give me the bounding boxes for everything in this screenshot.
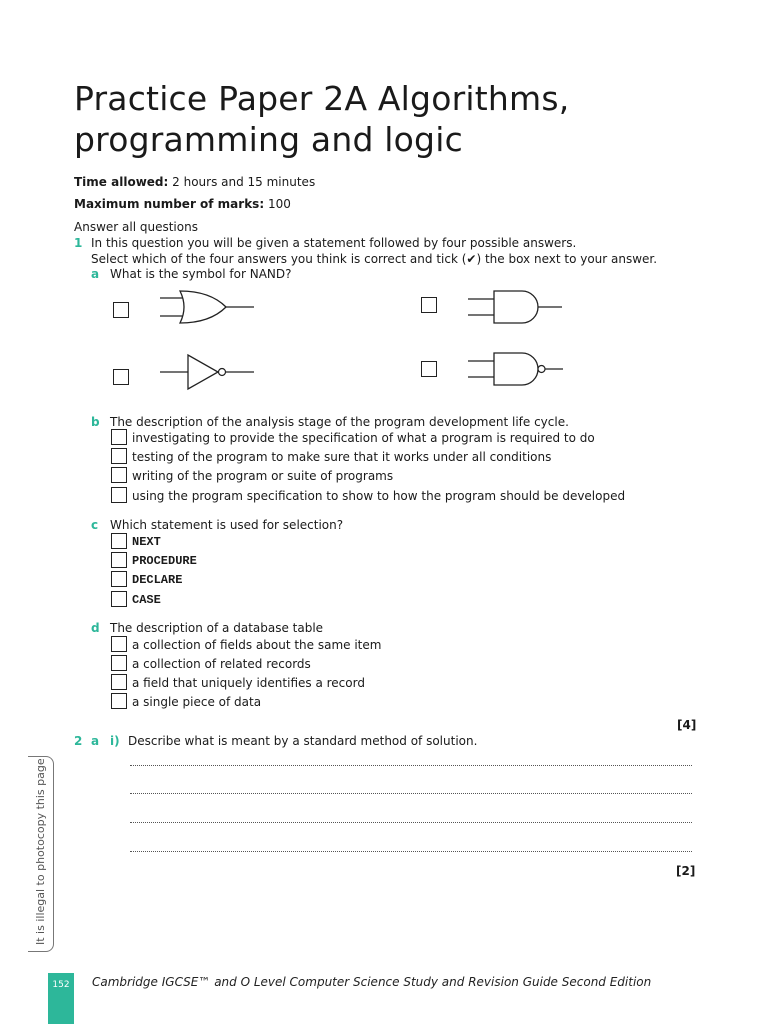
q1a-option-2-checkbox[interactable] bbox=[421, 297, 437, 313]
or-gate-icon bbox=[158, 288, 258, 326]
instructions: Answer all questions bbox=[74, 220, 198, 234]
q1b-option-4-checkbox[interactable] bbox=[111, 487, 127, 503]
q1b-option-3: writing of the program or suite of programs bbox=[132, 469, 394, 483]
answer-line-2[interactable] bbox=[130, 791, 692, 794]
max-marks-label: Maximum number of marks: bbox=[74, 197, 265, 211]
q1c-option-3-checkbox[interactable] bbox=[111, 571, 127, 587]
nand-gate-icon bbox=[466, 352, 566, 386]
q1c-option-4-checkbox[interactable] bbox=[111, 591, 127, 607]
q1d-option-3-checkbox[interactable] bbox=[111, 674, 127, 690]
answer-line-1[interactable] bbox=[130, 763, 692, 766]
q1b-option-4: using the program specification to show to how the program should be developed bbox=[132, 489, 626, 503]
q2-sub: i) bbox=[110, 734, 120, 748]
q1c-option-1: NEXT bbox=[132, 535, 161, 549]
time-allowed-label: Time allowed: bbox=[74, 175, 169, 189]
q1d-option-4: a single piece of data bbox=[132, 695, 262, 709]
q1d-option-1: a collection of fields about the same item bbox=[132, 638, 382, 652]
q1b-option-1-checkbox[interactable] bbox=[111, 429, 127, 445]
q1d-option-2: a collection of related records bbox=[132, 657, 311, 671]
q1b-option-1: investigating to provide the specification of what a program is required to do bbox=[132, 431, 595, 445]
page-title: Practice Paper 2A Algorithms, programming and logic bbox=[74, 79, 570, 159]
q1c-option-1-checkbox[interactable] bbox=[111, 533, 127, 549]
q1d-option-3: a field that uniquely identifies a record bbox=[132, 676, 365, 690]
q2-part: a bbox=[91, 734, 100, 748]
q1c-option-3: DECLARE bbox=[132, 573, 183, 587]
q1c-option-2: PROCEDURE bbox=[132, 554, 197, 568]
q1a-option-1-checkbox[interactable] bbox=[113, 302, 129, 318]
answer-line-3[interactable] bbox=[130, 820, 692, 823]
max-marks-value: 100 bbox=[267, 197, 291, 211]
q1c-option-4: CASE bbox=[132, 593, 161, 607]
answer-line-4[interactable] bbox=[130, 849, 692, 852]
q1b-label: b bbox=[91, 415, 100, 429]
q1d-question: The description of a database table bbox=[110, 621, 324, 635]
q1a-option-3-checkbox[interactable] bbox=[113, 369, 129, 385]
q1-marks: [4] bbox=[677, 718, 697, 732]
q1-number: 1 bbox=[74, 236, 83, 250]
q1b-question: The description of the analysis stage of the program development life cycle. bbox=[110, 415, 569, 429]
q1c-question: Which statement is used for selection? bbox=[110, 518, 344, 532]
q1d-option-4-checkbox[interactable] bbox=[111, 693, 127, 709]
q1-intro-line1: In this question you will be given a statement followed by four possible answers. bbox=[91, 236, 577, 250]
q1c-option-2-checkbox[interactable] bbox=[111, 552, 127, 568]
q1b-option-2-checkbox[interactable] bbox=[111, 448, 127, 464]
page-number: 152 bbox=[48, 973, 74, 1024]
q1-intro-line2: Select which of the four answers you think is correct and tick (✔) the box next to your answer. bbox=[91, 252, 658, 266]
q1d-label: d bbox=[91, 621, 100, 635]
max-marks bbox=[74, 197, 291, 212]
q2-number: 2 bbox=[74, 734, 83, 748]
q1a-option-4-checkbox[interactable] bbox=[421, 361, 437, 377]
q1a-question: What is the symbol for NAND? bbox=[110, 267, 292, 281]
copyright-notice: It is illegal to photocopy this page bbox=[34, 758, 47, 945]
footer-book-title: Cambridge IGCSE™ and O Level Computer Science Study and Revision Guide Second Edition bbox=[92, 975, 652, 989]
and-gate-icon bbox=[466, 290, 566, 324]
not-gate-icon bbox=[158, 353, 258, 391]
q1a-label: a bbox=[91, 267, 100, 281]
q2-question: Describe what is meant by a standard method of solution. bbox=[128, 734, 478, 748]
q1b-option-2: testing of the program to make sure that it works under all conditions bbox=[132, 450, 552, 464]
q1d-option-1-checkbox[interactable] bbox=[111, 636, 127, 652]
q1d-option-2-checkbox[interactable] bbox=[111, 655, 127, 671]
q1c-label: c bbox=[91, 518, 99, 532]
time-allowed bbox=[74, 175, 315, 190]
time-allowed-value: 2 hours and 15 minutes bbox=[172, 175, 316, 189]
q1b-option-3-checkbox[interactable] bbox=[111, 467, 127, 483]
q2-marks: [2] bbox=[676, 864, 696, 878]
